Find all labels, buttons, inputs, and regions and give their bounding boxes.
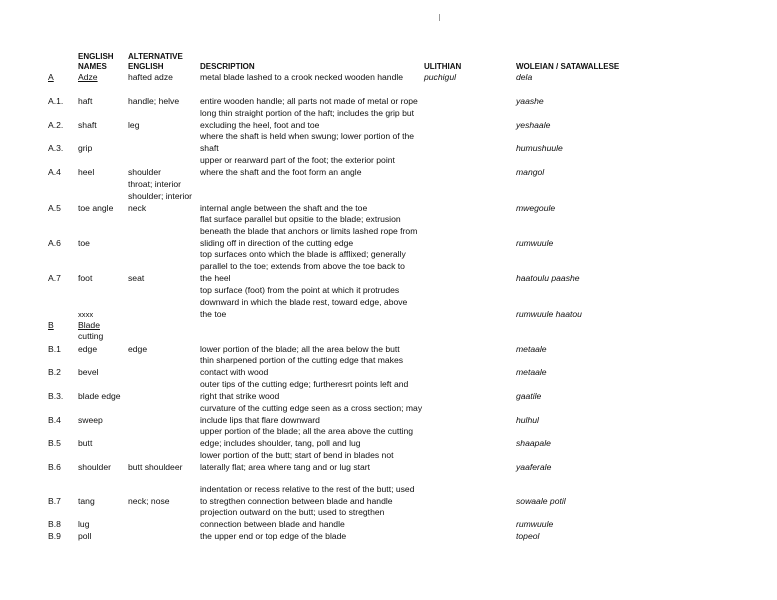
row-english-name: butt (78, 438, 93, 448)
row-description-line: thin sharpened portion of the cutting edge that makes (200, 355, 404, 365)
row-id: A.7 (48, 273, 61, 283)
scan-mark (439, 14, 440, 21)
row-description: sliding off in direction of the cutting edge (200, 238, 354, 248)
row-english-name: shaft (78, 120, 97, 130)
row-id: B.5 (48, 438, 61, 448)
row-description: entire wooden handle; all parts not made of metal or rope (200, 96, 418, 106)
row-id: A.2. (48, 120, 64, 130)
row-woleian: yeshaale (516, 120, 551, 130)
row-description: include lips that flare downward (200, 415, 320, 425)
row-woleian: metaale (516, 367, 547, 377)
row-description: lower portion of the blade; all the area below the butt (200, 344, 400, 354)
row-woleian: humushuule (516, 143, 563, 153)
row-ulithian: puchigul (424, 72, 457, 82)
row-woleian: metaale (516, 344, 547, 354)
row-english-name: sweep (78, 415, 103, 425)
row-description-line: upper portion of the blade; all the area above the cutting (200, 426, 414, 436)
row-description: to stregthen connection between blade and handle (200, 496, 393, 506)
row-alternative-english: butt shouldeer (128, 462, 183, 472)
row-description: right that strike wood (200, 391, 280, 401)
row-woleian: haatoulu paashe (516, 273, 580, 283)
header-ulithian: ULITHIAN (424, 62, 462, 71)
row-description-line: top surface (foot) from the point at which it protrudes (200, 285, 400, 295)
row-description: laterally flat; area where tang and or lug start (200, 462, 371, 472)
row-english-name: toe angle (78, 203, 114, 213)
row-description: contact with wood (200, 367, 269, 377)
row-description-line: upper or rearward part of the foot; the exterior point (200, 155, 395, 165)
row-description: where the shaft and the foot form an angle (200, 167, 362, 177)
row-id: B (48, 320, 54, 330)
row-id: B.7 (48, 496, 61, 506)
row-description-line: parallel to the toe; extends from above the toe back to (200, 261, 405, 271)
row-description: connection between blade and handle (200, 519, 345, 529)
row-description: the heel (200, 273, 231, 283)
row-english-name: blade edge (78, 391, 121, 401)
header-english-names-2: NAMES (78, 62, 107, 71)
row-description-line: top surfaces onto which the blade is afflixed; generally (200, 249, 406, 259)
row-english-name: tang (78, 496, 95, 506)
row-description-line: indentation or recess relative to the rest of the butt; used (200, 484, 415, 494)
row-woleian: hulhul (516, 415, 539, 425)
header-english-names-1: ENGLISH (78, 52, 114, 61)
row-woleian: yaaferale (516, 462, 552, 472)
row-id: A.3. (48, 143, 64, 153)
row-description: the upper end or top edge of the blade (200, 531, 347, 541)
row-woleian: rumwuule (516, 238, 554, 248)
row-description-line: flat surface parallel but opsitie to the blade; extrusion (200, 214, 401, 224)
row-alternative-english: edge (128, 344, 148, 354)
row-english-name: lug (78, 519, 90, 529)
row-id: B.4 (48, 415, 61, 425)
row-description: edge; includes shoulder, tang, poll and lug (200, 438, 361, 448)
row-alternative-english: hafted adze (128, 72, 173, 82)
row-id: A.1. (48, 96, 64, 106)
row-woleian: dela (516, 72, 533, 82)
row-description: the toe (200, 309, 227, 319)
row-woleian: shaapale (516, 438, 551, 448)
row-alternative-english-line: throat; interior (128, 179, 182, 189)
row-woleian: mangol (516, 167, 545, 177)
row-woleian: rumwuule haatou (516, 309, 582, 319)
row-alternative-english: neck; nose (128, 496, 170, 506)
row-alternative-english: seat (128, 273, 145, 283)
row-description: excluding the heel, foot and toe (200, 120, 320, 130)
row-id: B.6 (48, 462, 61, 472)
row-english-name: haft (78, 96, 93, 106)
row-description-line: downward in which the blade rest, toward edge, above (200, 297, 408, 307)
row-description: metal blade lashed to a crook necked wooden handle (200, 72, 404, 82)
row-woleian: gaatile (516, 391, 542, 401)
row-alternative-english: shoulder (128, 167, 161, 177)
row-woleian: yaashe (516, 96, 544, 106)
row-description-line: outer tips of the cutting edge; furtheresrt points left and (200, 379, 409, 389)
row-woleian: rumwuule (516, 519, 554, 529)
row-id: A.5 (48, 203, 61, 213)
row-alternative-english: neck (128, 203, 147, 213)
row-description-line: where the shaft is held when swung; lower portion of the (200, 131, 415, 141)
header-description: DESCRIPTION (200, 62, 255, 71)
row-id: A (48, 72, 54, 82)
row-english-name: edge (78, 344, 98, 354)
row-description: shaft (200, 143, 219, 153)
row-alternative-english: leg (128, 120, 140, 130)
row-english-name: heel (78, 167, 95, 177)
row-english-name: Blade (78, 320, 100, 330)
row-english-name: poll (78, 531, 92, 541)
row-english-name: xxxx (78, 310, 94, 319)
row-description-line: projection outward on the butt; used to stregthen (200, 507, 385, 517)
row-english-name: shoulder (78, 462, 111, 472)
row-woleian: sowaale potil (516, 496, 566, 506)
row-id: B.3. (48, 391, 64, 401)
row-id: B.8 (48, 519, 61, 529)
row-description-line: beneath the blade that anchors or limits lashed rope from (200, 226, 418, 236)
row-description-line: curvature of the cutting edge seen as a cross section; may (200, 403, 423, 413)
row-english-name: bevel (78, 367, 99, 377)
row-id: B.9 (48, 531, 61, 541)
row-alternative-english-line: shoulder; interior (128, 191, 193, 201)
header-alternative-english-2: ENGLISH (128, 62, 164, 71)
row-id: A.4 (48, 167, 61, 177)
row-english-name-line: cutting (78, 331, 104, 341)
header-woleian-satawallese: WOLEIAN / SATAWALLESE (516, 62, 620, 71)
row-description: internal angle between the shaft and the toe (200, 203, 368, 213)
row-description-line: long thin straight portion of the haft; includes the grip but (200, 108, 415, 118)
row-woleian: mwegoule (516, 203, 556, 213)
header-alternative-english-1: ALTERNATIVE (128, 52, 183, 61)
row-id: B.1 (48, 344, 61, 354)
row-english-name: grip (78, 143, 93, 153)
row-id: B.2 (48, 367, 61, 377)
row-id: A.6 (48, 238, 61, 248)
row-english-name: toe (78, 238, 90, 248)
row-alternative-english: handle; helve (128, 96, 180, 106)
row-english-name: Adze (78, 72, 98, 82)
row-woleian: topeol (516, 531, 540, 541)
row-description-line: lower portion of the butt; start of bend in blades not (200, 450, 394, 460)
row-english-name: foot (78, 273, 93, 283)
